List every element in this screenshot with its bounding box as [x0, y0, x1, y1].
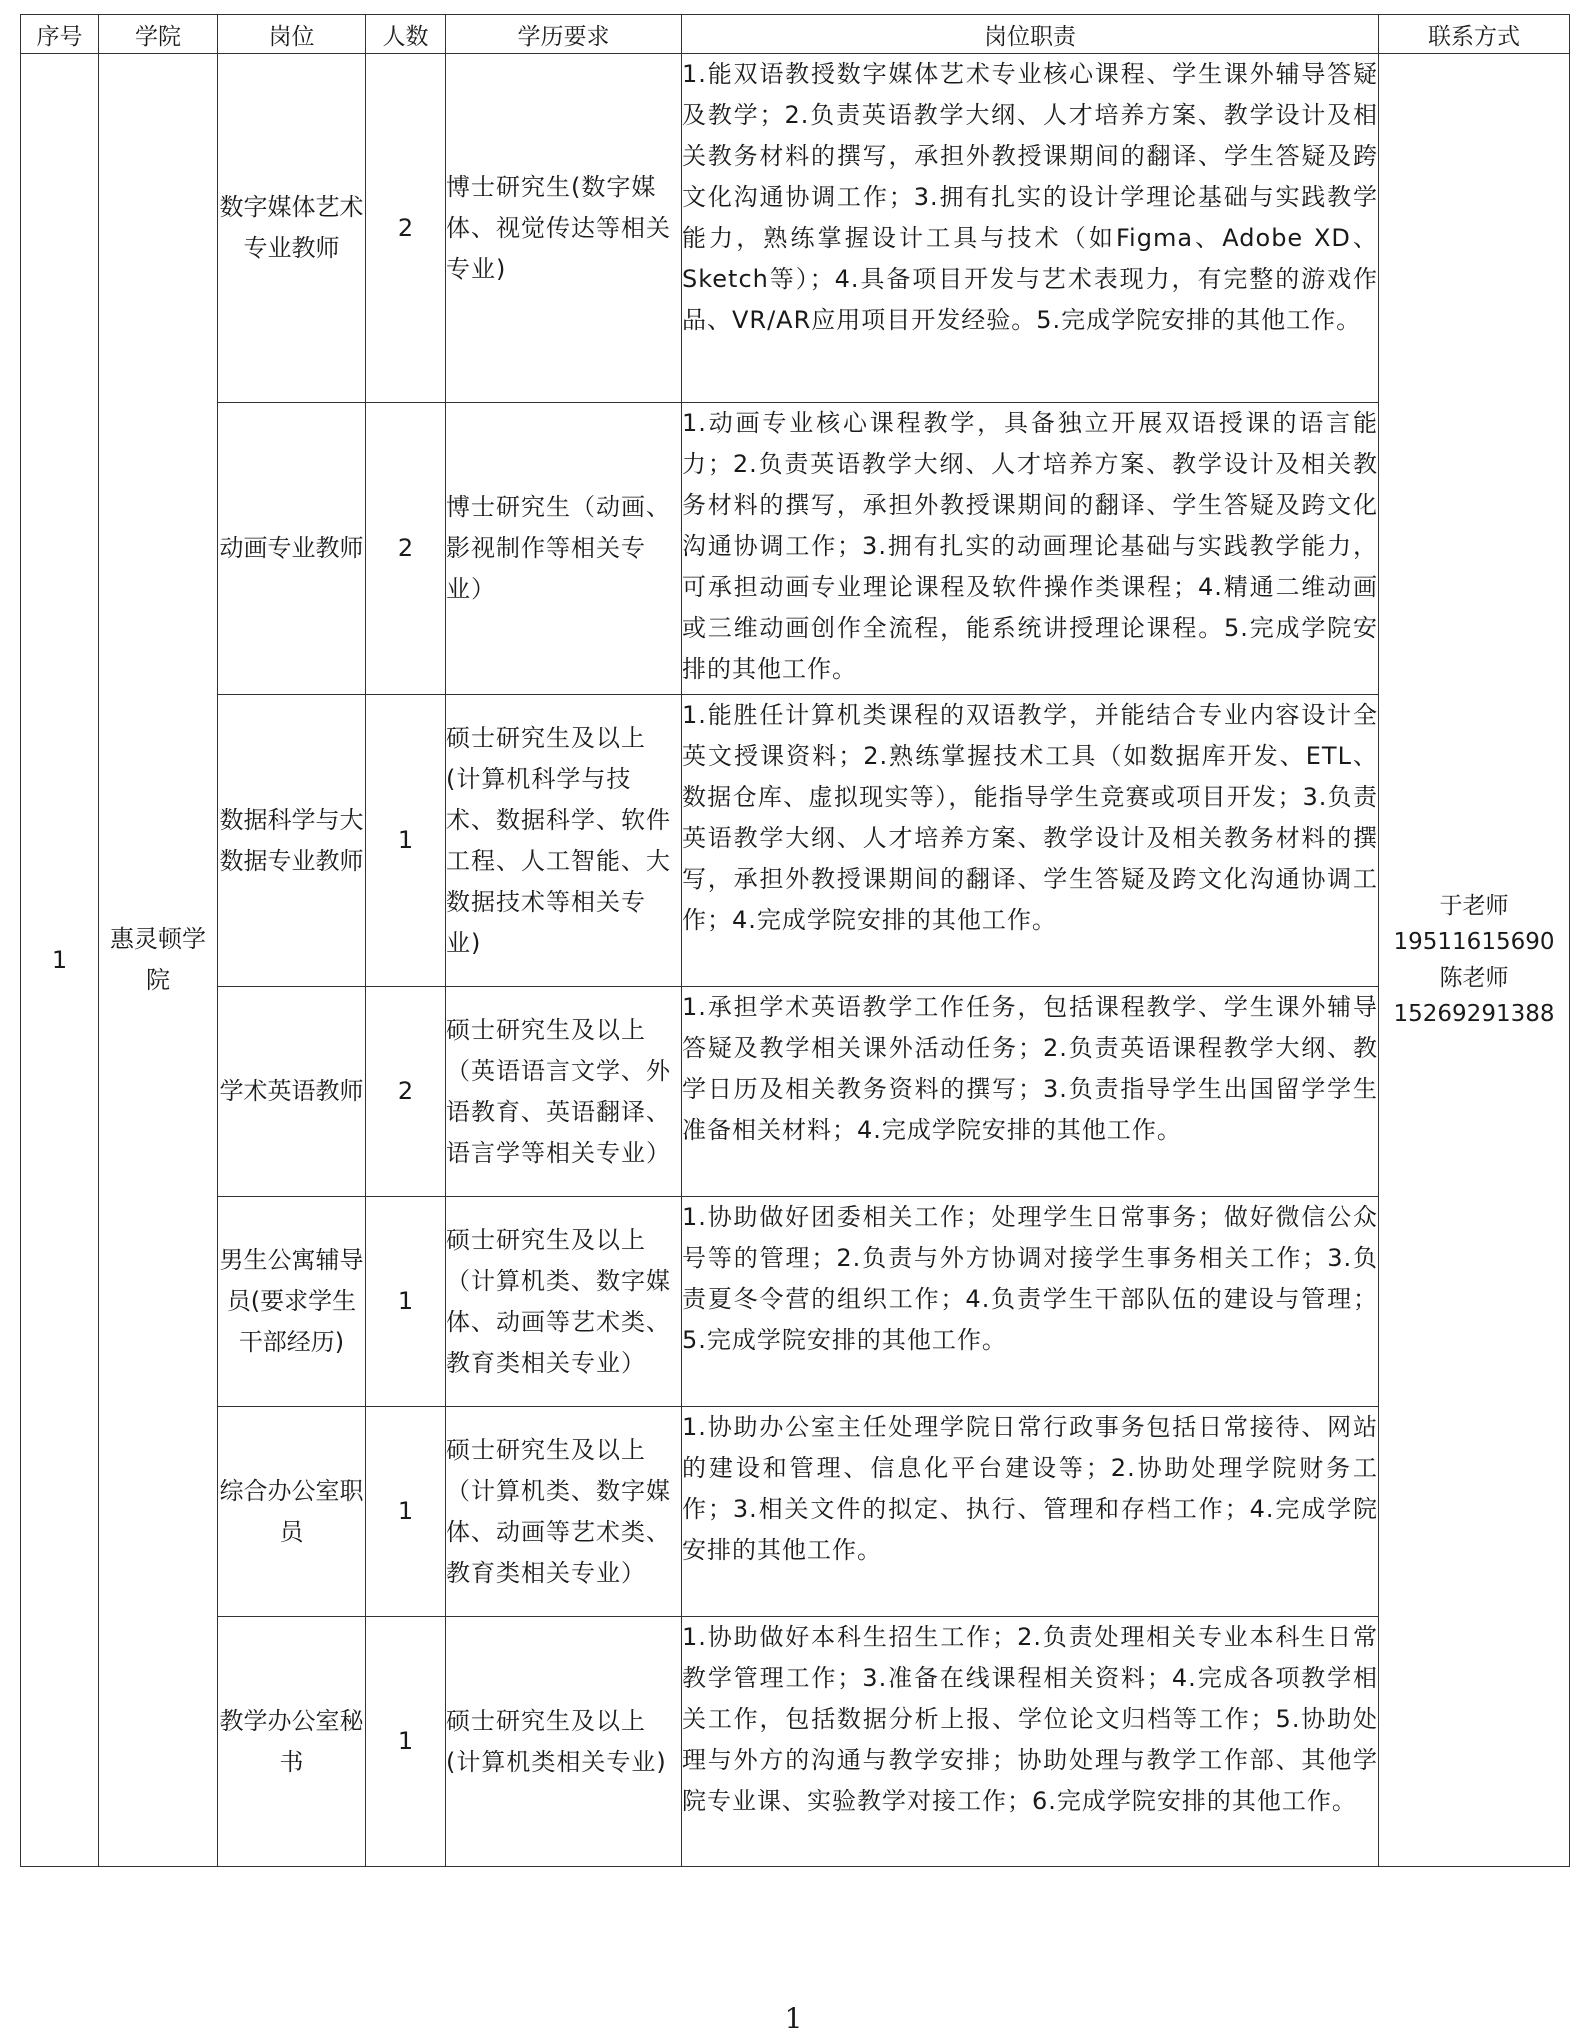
- table-row: [21, 54, 1570, 403]
- duties-cell: 1.协助做好团委相关工作；处理学生日常事务；做好微信公众号等的管理；2.负责与外方协调对接学生事务相关工作；3.负责夏冬令营的组织工作；4.负责学生干部队伍的建设与管理；5.完成学院安排的其他工作。: [682, 1197, 1379, 1407]
- page-number: 1: [784, 2002, 803, 2035]
- position-cell: 综合办公室职员: [218, 1407, 366, 1617]
- position-cell: 教学办公室秘书: [218, 1617, 366, 1867]
- contact-name-1: 于老师: [1439, 893, 1509, 919]
- job-table: [20, 14, 1570, 1867]
- duties-cell: 1.动画专业核心课程教学，具备独立开展双语授课的语言能力；2.负责英语教学大纲、人才培养方案、教学设计及相关教务材料的撰写，承担外教授课期间的翻译、学生答疑及跨文化沟通协调工作；3.拥有扎实的动画理论基础与实践教学能力，可承担动画专业理论课程及软件操作类课程；4.精通二维动画或三维动画创作全流程，能系统讲授理论课程。5.完成学院安排的其他工作。: [682, 403, 1379, 695]
- table-row: [21, 1407, 1570, 1617]
- contact-phone-2: 15269291388: [1393, 1001, 1555, 1027]
- header-seq: 序号: [21, 15, 99, 54]
- position-cell: 学术英语教师: [218, 987, 366, 1197]
- header-duties: 岗位职责: [682, 15, 1379, 54]
- count-cell: 2: [366, 403, 446, 695]
- count-cell: 1: [366, 1197, 446, 1407]
- college-cell: 惠灵顿学院: [99, 54, 218, 1867]
- position-cell: 数据科学与大数据专业教师: [218, 695, 366, 987]
- seq-cell: 1: [21, 54, 99, 1867]
- header-contact: 联系方式: [1379, 15, 1570, 54]
- header-position: 岗位: [218, 15, 366, 54]
- education-cell: 硕士研究生及以上（计算机类、数字媒体、动画等艺术类、教育类相关专业）: [446, 1407, 682, 1617]
- header-education: 学历要求: [446, 15, 682, 54]
- table-row: [21, 695, 1570, 987]
- count-cell: 1: [366, 1407, 446, 1617]
- count-cell: 1: [366, 695, 446, 987]
- contact-name-2: 陈老师: [1439, 965, 1509, 991]
- table-row: [21, 1617, 1570, 1867]
- position-cell: 数字媒体艺术专业教师: [218, 54, 366, 403]
- education-cell: 博士研究生(数字媒体、视觉传达等相关专业): [446, 54, 682, 403]
- education-cell: 硕士研究生及以上(计算机类相关专业): [446, 1617, 682, 1867]
- duties-cell: 1.协助办公室主任处理学院日常行政事务包括日常接待、网站的建设和管理、信息化平台建设等；2.协助处理学院财务工作；3.相关文件的拟定、执行、管理和存档工作；4.完成学院安排的其他工作。: [682, 1407, 1379, 1617]
- count-cell: 2: [366, 54, 446, 403]
- contact-cell: [1379, 54, 1570, 1867]
- count-cell: 1: [366, 1617, 446, 1867]
- education-cell: 硕士研究生及以上（英语语言文学、外语教育、英语翻译、语言学等相关专业）: [446, 987, 682, 1197]
- header-count: 人数: [366, 15, 446, 54]
- duties-cell: 1.能胜任计算机类课程的双语教学，并能结合专业内容设计全英文授课资料；2.熟练掌握技术工具（如数据库开发、ETL、数据仓库、虚拟现实等），能指导学生竞赛或项目开发；3.负责英语教学大纲、人才培养方案、教学设计及相关教务材料的撰写，承担外教授课期间的翻译、学生答疑及跨文化沟通协调工作；4.完成学院安排的其他工作。: [682, 695, 1379, 987]
- duties-cell: 1.能双语教授数字媒体艺术专业核心课程、学生课外辅导答疑及教学；2.负责英语教学大纲、人才培养方案、教学设计及相关教务材料的撰写，承担外教授课期间的翻译、学生答疑及跨文化沟通协调工作；3.拥有扎实的设计学理论基础与实践教学能力，熟练掌握设计工具与技术（如Figma、Adobe XD、Sketch等）；4.具备项目开发与艺术表现力，有完整的游戏作品、VR/AR应用项目开发经验。5.完成学院安排的其他工作。: [682, 54, 1379, 403]
- education-cell: 硕士研究生及以上(计算机科学与技术、数据科学、软件工程、人工智能、大数据技术等相关专业): [446, 695, 682, 987]
- position-cell: 动画专业教师: [218, 403, 366, 695]
- header-row: [21, 15, 1570, 54]
- table-row: [21, 403, 1570, 695]
- duties-cell: 1.承担学术英语教学工作任务，包括课程教学、学生课外辅导答疑及教学相关课外活动任务；2.负责英语课程教学大纲、教学日历及相关教务资料的撰写；3.负责指导学生出国留学学生准备相关材料；4.完成学院安排的其他工作。: [682, 987, 1379, 1197]
- education-cell: 博士研究生（动画、影视制作等相关专业）: [446, 403, 682, 695]
- position-cell: 男生公寓辅导员(要求学生干部经历): [218, 1197, 366, 1407]
- table-row: [21, 987, 1570, 1197]
- count-cell: 2: [366, 987, 446, 1197]
- table-row: [21, 1197, 1570, 1407]
- education-cell: 硕士研究生及以上（计算机类、数字媒体、动画等艺术类、教育类相关专业）: [446, 1197, 682, 1407]
- header-college: 学院: [99, 15, 218, 54]
- contact-phone-1: 19511615690: [1393, 929, 1555, 955]
- duties-cell: 1.协助做好本科生招生工作；2.负责处理相关专业本科生日常教学管理工作；3.准备在线课程相关资料；4.完成各项教学相关工作，包括数据分析上报、学位论文归档等工作；5.协助处理与外方的沟通与教学安排；协助处理与教学工作部、其他学院专业课、实验教学对接工作；6.完成学院安排的其他工作。: [682, 1617, 1379, 1867]
